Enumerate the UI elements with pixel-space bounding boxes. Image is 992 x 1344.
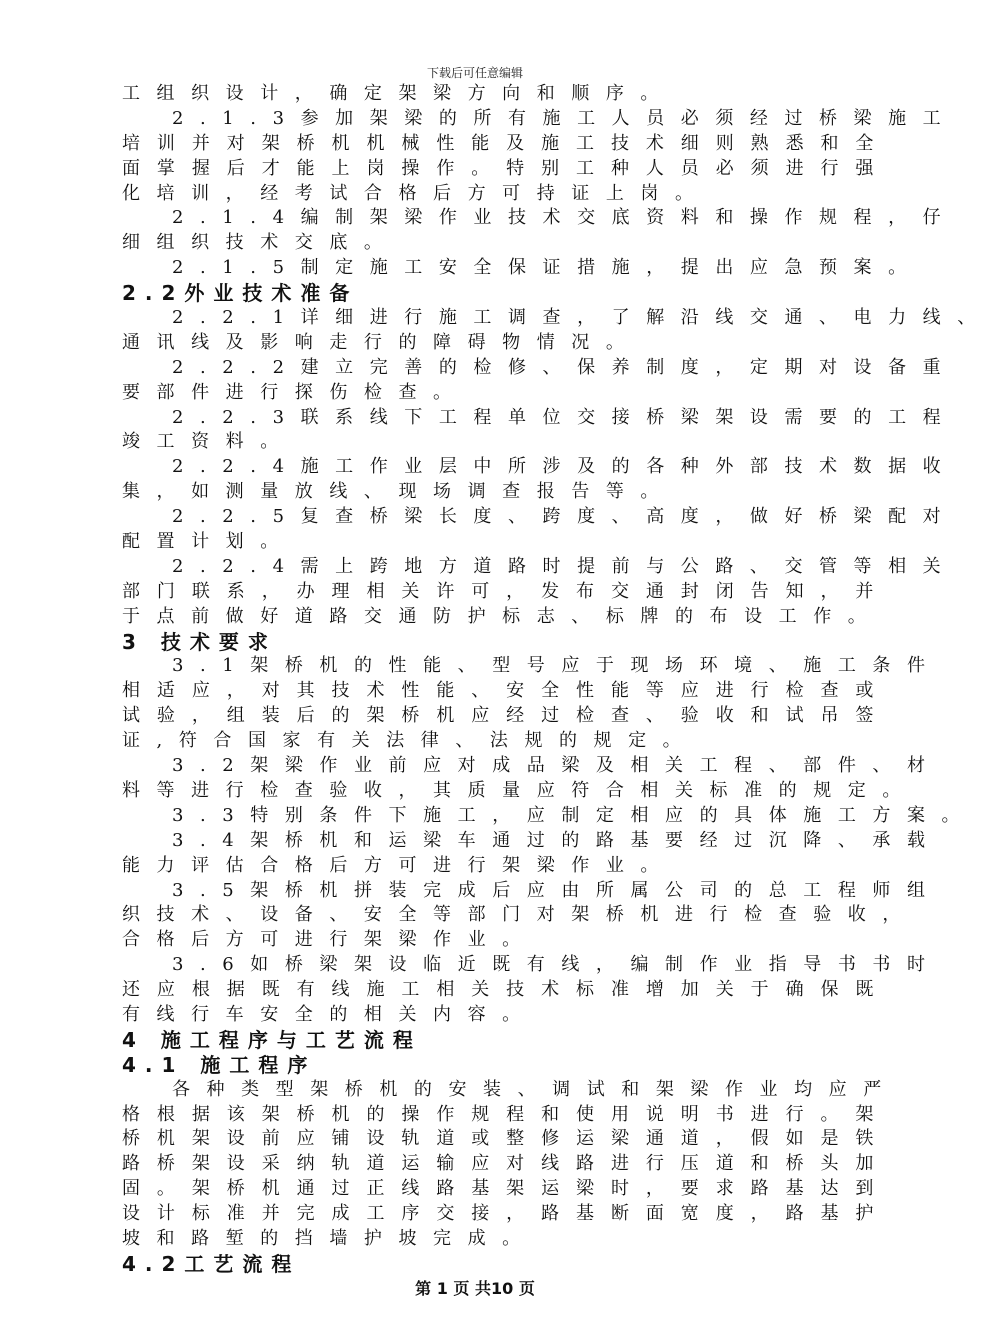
section-heading: 3 技术要求 (122, 629, 277, 654)
paragraph-line: 3.2架梁作业前应对成品梁及相关工程、部件、材 (172, 755, 942, 777)
paragraph-line: 2.2.4施工作业层中所涉及的各种外部技术数据收 (172, 456, 958, 478)
paragraph-line: 2.2.3联系线下工程单位交接桥梁架设需要的工程 (172, 406, 958, 428)
paragraph-line: 3.4架桥机和运梁车通过的路基要经过沉降、承载 (172, 829, 942, 851)
paragraph-line: 桥机架设前应铺设轨道或整修运梁通道，假如是铁 (122, 1128, 890, 1150)
paragraph-line: 2.2.2建立完善的检修、保养制度，定期对设备重 (172, 356, 958, 378)
paragraph-line: 坡和路堑的挡墙护坡完成。 (122, 1227, 537, 1249)
paragraph-line: 配置计划。 (122, 531, 295, 553)
document-body (122, 82, 992, 1277)
paragraph-line: 路桥架设采纳轨道运输应对线路进行压道和桥头加 (122, 1153, 890, 1175)
paragraph-line: 2.2.1详细进行施工调查，了解沿线交通、电力线、 (172, 307, 992, 329)
paragraph-line: 合格后方可进行架梁作业。 (122, 929, 537, 951)
paragraph-line: 有线行车安全的相关内容。 (122, 1003, 537, 1025)
paragraph-line: 3.5架桥机拼装完成后应由所属公司的总工程师组 (172, 879, 942, 901)
paragraph-line: 3.3特别条件下施工，应制定相应的具体施工方案。 (172, 804, 977, 826)
section-heading: 4.2工艺流程 (122, 1251, 301, 1276)
paragraph-line: 2.1.3参加架梁的所有施工人员必须经过桥梁施工 (172, 107, 958, 129)
paragraph-line: 3.1架桥机的性能、型号应于现场环境、施工条件 (172, 655, 942, 677)
paragraph-line: 证,符合国家有关法律、法规的规定。 (122, 730, 698, 752)
paragraph-line: 2.1.5制定施工安全保证措施，提出应急预案。 (172, 257, 923, 279)
paragraph-line: 试验，组装后的架桥机应经过检查、验收和试吊签 (122, 705, 890, 727)
paragraph-line: 集，如测量放线、现场调查报告等。 (122, 481, 675, 503)
paragraph-line: 3.6如桥梁架设临近既有线，编制作业指导书书时 (172, 954, 942, 976)
paragraph-line: 能力评估合格后方可进行架梁作业。 (122, 854, 675, 876)
section-heading: 2.2外业技术准备 (122, 281, 359, 306)
paragraph-line: 竣工资料。 (122, 431, 295, 453)
paragraph-line: 培训并对架桥机机械性能及施工技术细则熟悉和全 (122, 132, 890, 154)
paragraph-line: 要部件进行探伤检查。 (122, 381, 468, 403)
paragraph-line: 相适应，对其技术性能、安全性能等应进行检查或 (122, 680, 890, 702)
paragraph-line: 2.2.5复查桥梁长度、跨度、高度，做好桥梁配对 (172, 506, 958, 528)
paragraph-line: 料等进行检查验收，其质量应符合相关标准的规定。 (122, 779, 917, 801)
paragraph-line: 织技术、设备、安全等部门对架桥机进行检查验收， (122, 904, 917, 926)
section-heading: 4 施工程序与工艺流程 (122, 1027, 422, 1052)
paragraph-line: 2.1.4编制架梁作业技术交底资料和操作规程，仔 (172, 207, 958, 229)
paragraph-line: 各种类型架桥机的安装、调试和架梁作业均应严 (172, 1078, 898, 1100)
paragraph-line: 2.2.4需上跨地方道路时提前与公路、交管等相关 (172, 555, 958, 577)
paragraph-line: 面掌握后才能上岗操作。特别工种人员必须进行强 (122, 157, 890, 179)
section-heading: 4.1 施工程序 (122, 1052, 317, 1077)
paragraph-line: 设计标准并完成工序交接，路基断面宽度，路基护 (122, 1203, 890, 1225)
paragraph-line: 化培训，经考试合格后方可持证上岗。 (122, 182, 710, 204)
page-footer: 第 1 页 共10 页 (415, 1279, 535, 1298)
paragraph-line: 通讯线及影响走行的障碍物情况。 (122, 331, 641, 353)
paragraph-line: 工组织设计，确定架梁方向和顺序。 (122, 83, 675, 104)
page-header: 下载后可任意编辑 (426, 66, 523, 80)
paragraph-line: 还应根据既有线施工相关技术标准增加关于确保既 (122, 979, 890, 1001)
paragraph-line: 格根据该架桥机的操作规程和使用说明书进行。架 (122, 1103, 890, 1125)
paragraph-line: 部门联系，办理相关许可，发布交通封闭告知，并 (122, 580, 890, 602)
paragraph-line: 固。架桥机通过正线路基架运梁时，要求路基达到 (122, 1178, 890, 1200)
paragraph-line: 细组织技术交底。 (122, 232, 399, 254)
paragraph-line: 于点前做好道路交通防护标志、标牌的布设工作。 (122, 605, 883, 627)
